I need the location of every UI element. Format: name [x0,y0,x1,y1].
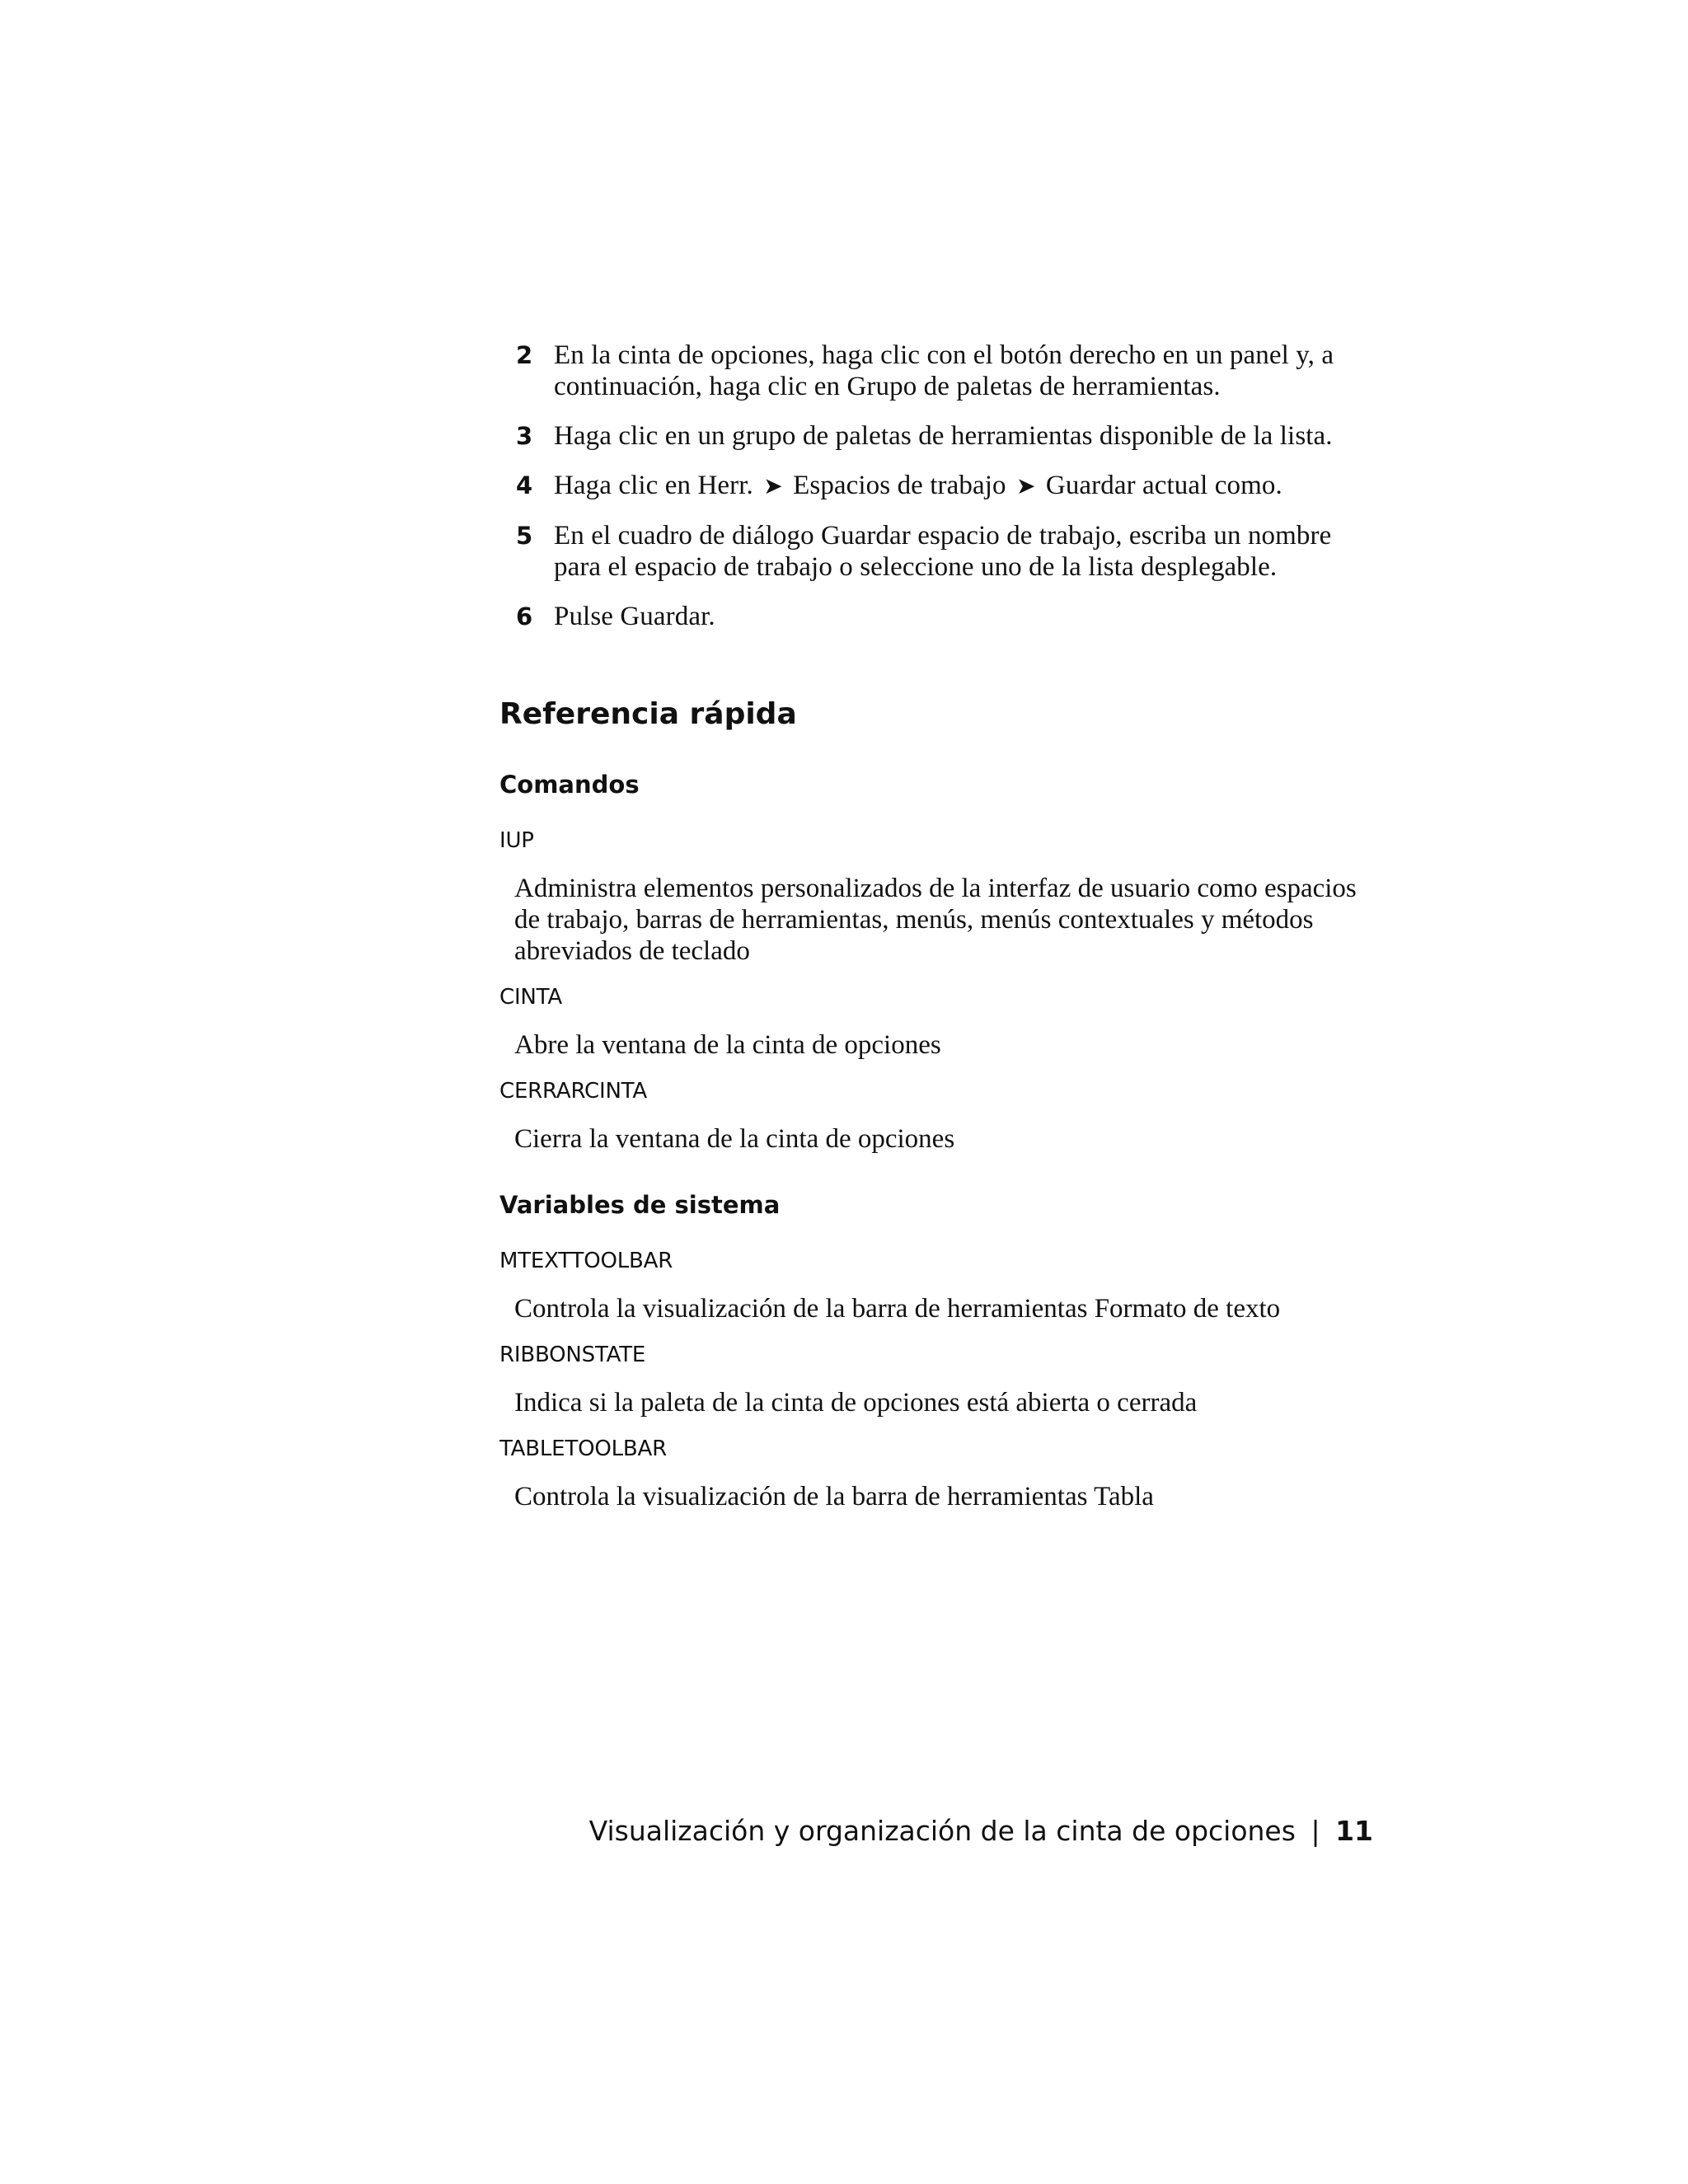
footer-title: Visualización y organización de la cinta de opciones [588,1815,1296,1847]
step-text: En la cinta de opciones, haga clic con el botón derecho en un panel y, a continuación, haga clic en Grupo de paletas de herramientas. [554,340,1334,401]
command-description: Cierra la ventana de la cinta de opciones [514,1124,955,1154]
step-item [499,601,1373,632]
step-item [499,340,1373,402]
step-text [554,470,1373,502]
command-description: Abre la ventana de la cinta de opciones [514,1030,941,1060]
page-content [499,340,1373,1512]
variable-description: Indica si la paleta de la cinta de opciones está abierta o cerrada [514,1388,1198,1418]
step-text-part: Haga clic en Herr. [554,471,753,500]
procedure-steps [499,340,1373,632]
commands-list [499,827,1373,1155]
arrow-right-icon: ➤ [1015,472,1036,499]
arrow-right-icon: ➤ [763,472,783,499]
variable-description: Controla la visualización de la barra de herramientas Tabla [514,1482,1154,1511]
step-text-part: Guardar actual como. [1045,471,1282,500]
step-text: En el cuadro de diálogo Guardar espacio de trabajo, escriba un nombre para el espacio de trabajo o seleccione uno de la lista desplegable. [554,521,1332,582]
variable-term: TABLETOOLBAR [499,1436,667,1461]
command-term: CERRARCINTA [499,1079,647,1104]
page-footer [589,1813,1373,1849]
step-text: Haga clic en un grupo de paletas de herramientas disponible de la lista. [554,421,1333,451]
page-number: 11 [1335,1815,1373,1847]
system-variables-list [499,1247,1373,1512]
quick-reference-heading: Referencia rápida [499,697,797,731]
step-number: 6 [516,602,533,630]
command-description: Administra elementos personalizados de la interfaz de usuario como espacios de trabajo, barras de herramientas, menús, menús contextuales y métodos abreviados de teclado [514,874,1357,966]
step-number: 3 [516,422,533,450]
step-text: Pulse Guardar. [554,602,715,631]
step-item [499,470,1373,502]
variable-description: Controla la visualización de la barra de herramientas Formato de texto [514,1294,1281,1324]
command-term: CINTA [499,985,562,1010]
commands-heading: Comandos [499,771,640,799]
command-term: IUP [499,828,534,853]
system-variables-heading: Variables de sistema [499,1191,781,1219]
step-number: 2 [516,341,533,369]
variable-term: MTEXTTOOLBAR [499,1249,673,1273]
step-number: 4 [516,471,533,499]
footer-separator: | [1311,1815,1320,1847]
step-item [499,520,1373,583]
step-item [499,420,1373,452]
step-number: 5 [516,522,533,550]
variable-term: RIBBONSTATE [499,1343,646,1367]
step-text-part: Espacios de trabajo [793,471,1006,500]
